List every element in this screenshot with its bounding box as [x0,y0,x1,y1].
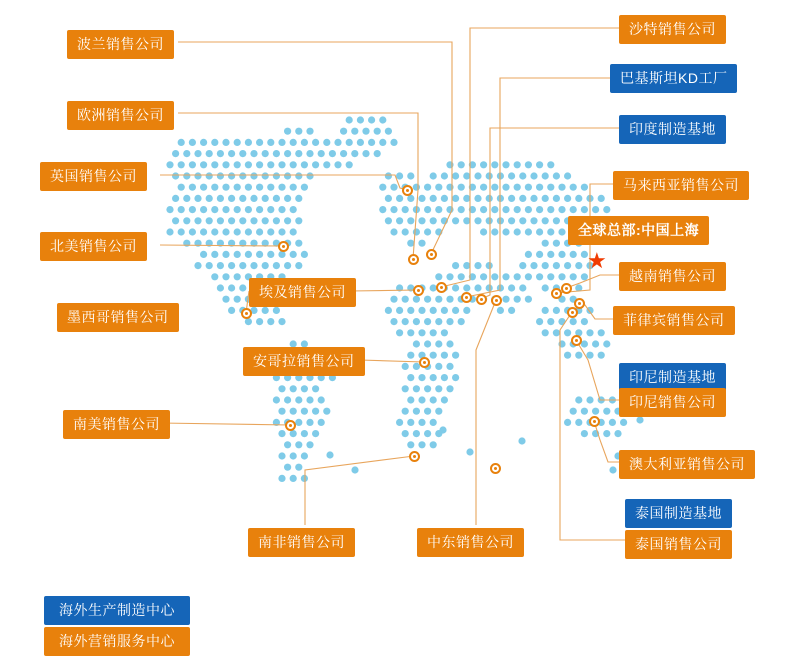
marker-egypt [413,285,424,296]
label-saudi: 沙特销售公司 [619,15,726,44]
marker-europe [408,254,419,265]
marker-india [476,294,487,305]
label-thailand: 泰国销售公司 [625,530,732,559]
label-middle-east: 中东销售公司 [417,528,524,557]
label-mexico: 墨西哥销售公司 [57,303,179,332]
marker-indonesia [571,335,582,346]
label-north-america: 北美销售公司 [40,232,147,261]
marker-malaysia [551,288,562,299]
label-malaysia: 马来西亚销售公司 [613,171,749,200]
label-australia: 澳大利亚销售公司 [619,450,755,479]
marker-vietnam [561,283,572,294]
marker-oceania [490,463,501,474]
label-pakistan-kd: 巴基斯坦KD工厂 [610,64,737,93]
label-south-america: 南美销售公司 [63,410,170,439]
label-europe: 欧洲销售公司 [67,101,174,130]
label-indonesia-mfg: 印尼制造基地 [619,363,726,392]
label-hq: 全球总部:中国上海 [568,216,709,245]
hq-star-icon: ★ [587,248,607,273]
marker-pakistan [461,292,472,303]
label-egypt: 埃及销售公司 [249,278,356,307]
label-vietnam: 越南销售公司 [619,262,726,291]
legend-item-overseas-manufacturing: 海外生产制造中心 [44,596,190,625]
marker-north-america [278,241,289,252]
label-india-mfg: 印度制造基地 [619,115,726,144]
marker-uk [402,185,413,196]
marker-angola [419,357,430,368]
label-indonesia: 印尼销售公司 [619,388,726,417]
marker-south-africa [409,451,420,462]
marker-south-america [285,420,296,431]
legend [44,596,190,658]
legend-item-overseas-marketing: 海外营销服务中心 [44,627,190,656]
label-uk: 英国销售公司 [40,162,147,191]
marker-mexico [241,308,252,319]
marker-thailand [567,307,578,318]
label-angola: 安哥拉销售公司 [243,347,365,376]
label-south-africa: 南非销售公司 [248,528,355,557]
marker-middle-east [491,295,502,306]
label-thailand-mfg: 泰国制造基地 [625,499,732,528]
marker-poland [426,249,437,260]
label-poland: 波兰销售公司 [67,30,174,59]
marker-australia [589,416,600,427]
label-philippines: 菲律宾销售公司 [613,306,735,335]
marker-saudi [436,282,447,293]
